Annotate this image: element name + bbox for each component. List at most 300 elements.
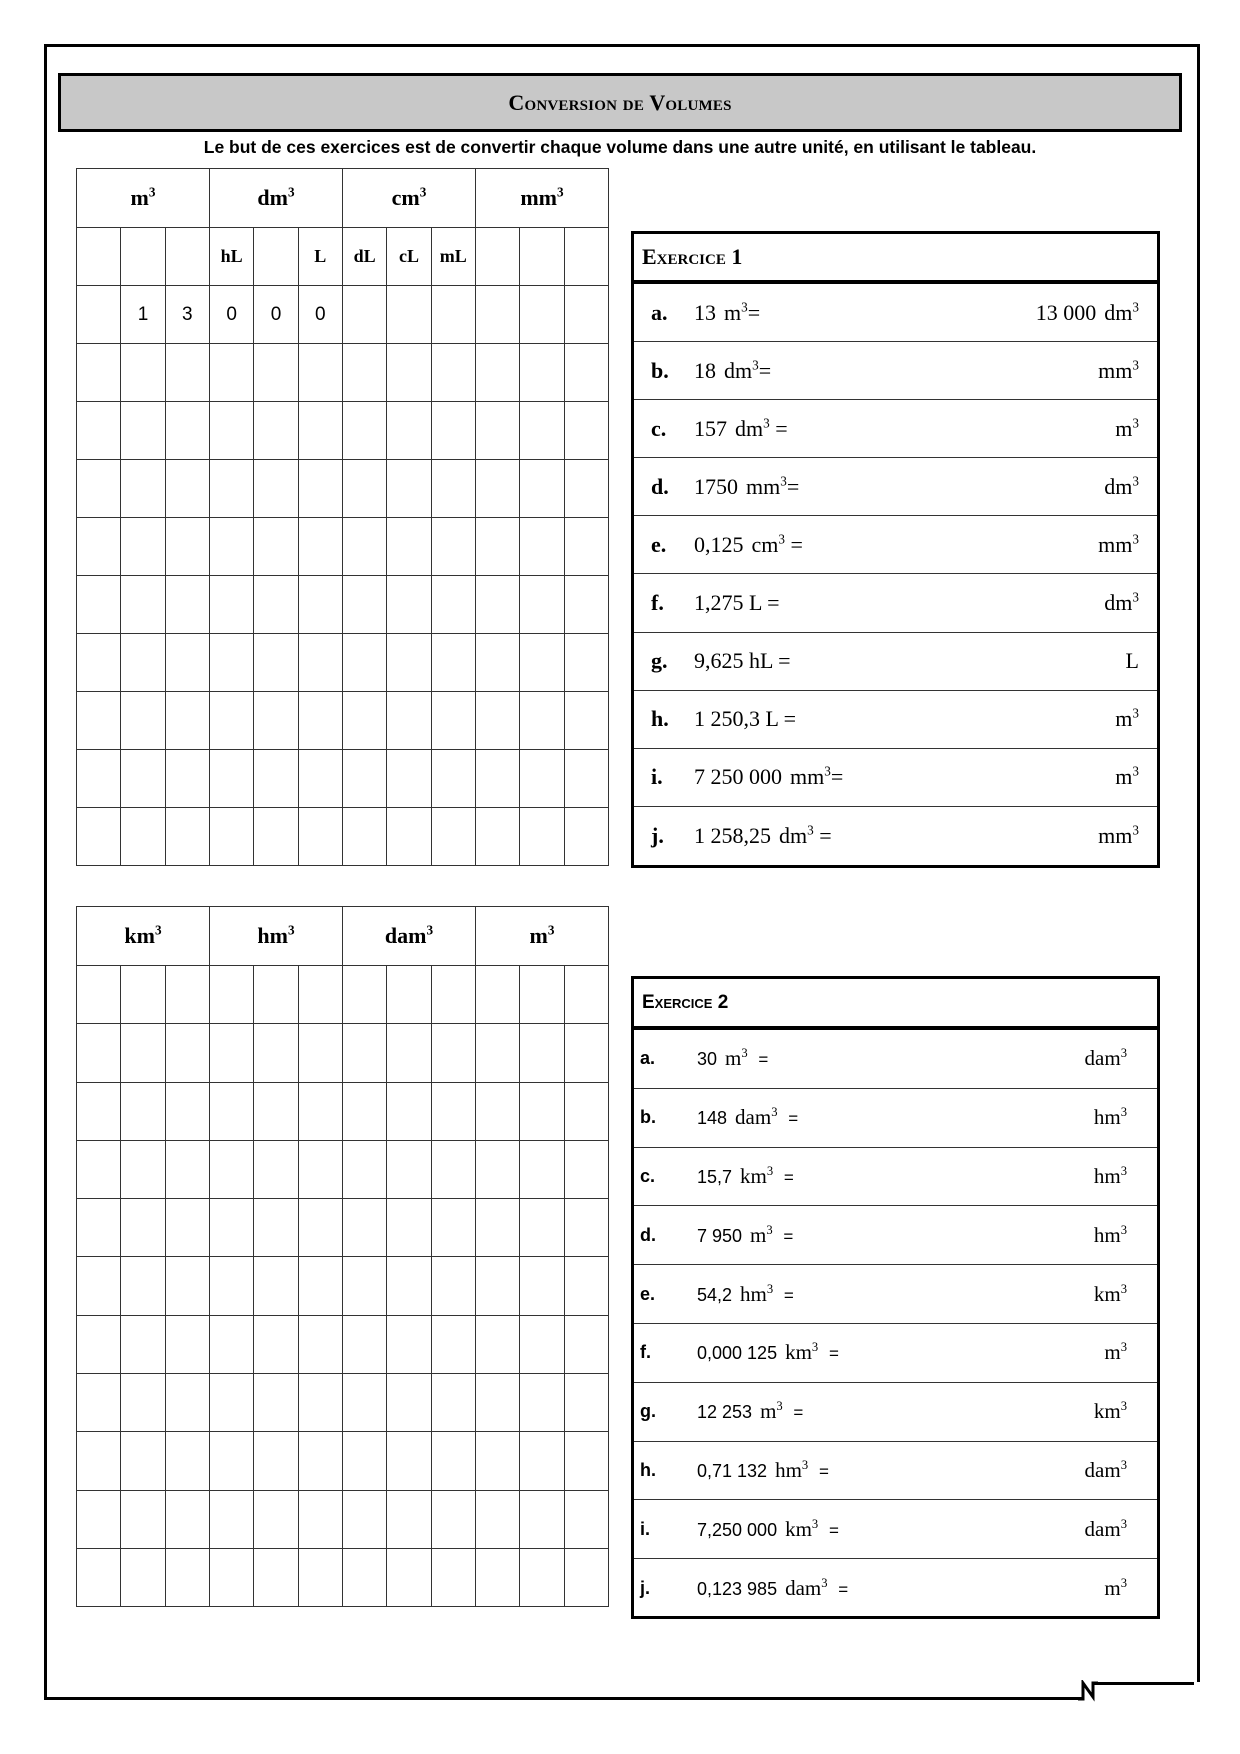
item-answer[interactable] xyxy=(1126,648,1139,674)
digit-cell[interactable] xyxy=(121,634,165,692)
digit-cell[interactable] xyxy=(387,634,431,692)
digit-cell[interactable] xyxy=(209,750,253,808)
digit-cell[interactable] xyxy=(387,1082,431,1140)
digit-cell[interactable] xyxy=(387,576,431,634)
digit-cell[interactable] xyxy=(387,286,431,344)
digit-cell[interactable] xyxy=(387,344,431,402)
digit-cell[interactable] xyxy=(165,966,209,1024)
digit-cell[interactable] xyxy=(77,966,121,1024)
subunit-cell: cL xyxy=(387,228,431,286)
digit-cell[interactable] xyxy=(165,1432,209,1490)
digit-cell[interactable] xyxy=(121,692,165,750)
digit-cell[interactable] xyxy=(165,1024,209,1082)
digit-cell[interactable]: 1 xyxy=(121,286,165,344)
digit-cell[interactable] xyxy=(520,460,564,518)
digit-cell[interactable] xyxy=(342,1315,386,1373)
digit-cell[interactable] xyxy=(298,692,342,750)
digit-cell[interactable] xyxy=(165,634,209,692)
digit-cell[interactable] xyxy=(254,1140,298,1198)
digit-cell[interactable] xyxy=(431,808,475,866)
digit-cell[interactable] xyxy=(342,402,386,460)
digit-cell[interactable] xyxy=(431,750,475,808)
item-question xyxy=(697,1517,839,1542)
item-unit: $cm^3$ xyxy=(751,531,785,557)
digit-cell[interactable] xyxy=(342,344,386,402)
item-answer[interactable] xyxy=(1104,1340,1127,1365)
digit-cell[interactable] xyxy=(165,1257,209,1315)
digit-cell[interactable] xyxy=(121,402,165,460)
digit-cell[interactable] xyxy=(475,286,519,344)
digit-cell[interactable] xyxy=(254,692,298,750)
digit-cell[interactable] xyxy=(165,402,209,460)
digit-cell[interactable] xyxy=(77,1432,121,1490)
digit-cell[interactable] xyxy=(431,1199,475,1257)
digit-cell[interactable] xyxy=(564,1082,608,1140)
digit-cell[interactable] xyxy=(77,808,121,866)
digit-cell[interactable] xyxy=(298,808,342,866)
digit-cell[interactable] xyxy=(209,692,253,750)
digit-cell[interactable] xyxy=(342,518,386,576)
item-answer[interactable] xyxy=(1094,1105,1127,1130)
digit-cell[interactable] xyxy=(342,1432,386,1490)
item-answer[interactable] xyxy=(1085,1046,1127,1071)
digit-cell[interactable] xyxy=(520,344,564,402)
item-answer[interactable] xyxy=(1098,823,1139,849)
digit-cell[interactable] xyxy=(121,1548,165,1606)
digit-cell[interactable] xyxy=(121,1432,165,1490)
digit-cell[interactable] xyxy=(165,1140,209,1198)
digit-cell[interactable] xyxy=(475,692,519,750)
digit-cell[interactable] xyxy=(298,1024,342,1082)
digit-cell[interactable] xyxy=(298,1315,342,1373)
digit-cell[interactable] xyxy=(254,808,298,866)
digit-cell[interactable] xyxy=(520,1199,564,1257)
digit-cell[interactable] xyxy=(209,1082,253,1140)
digit-cell[interactable] xyxy=(520,634,564,692)
item-answer[interactable] xyxy=(1115,706,1139,732)
equals-sign: = xyxy=(814,1461,829,1481)
digit-cell[interactable] xyxy=(121,1082,165,1140)
digit-cell[interactable] xyxy=(387,460,431,518)
digit-cell[interactable] xyxy=(564,1432,608,1490)
digit-cell[interactable] xyxy=(564,634,608,692)
digit-cell[interactable] xyxy=(564,692,608,750)
digit-cell[interactable] xyxy=(387,1374,431,1432)
digit-cell[interactable] xyxy=(209,460,253,518)
digit-cell[interactable] xyxy=(520,966,564,1024)
frame-bottom-line xyxy=(44,1697,1084,1700)
digit-cell[interactable] xyxy=(209,808,253,866)
digit-cell[interactable] xyxy=(564,1140,608,1198)
digit-cell[interactable] xyxy=(121,808,165,866)
digit-cell[interactable] xyxy=(564,460,608,518)
digit-cell[interactable] xyxy=(298,1374,342,1432)
digit-cell[interactable] xyxy=(254,1315,298,1373)
digit-cell[interactable] xyxy=(77,286,121,344)
digit-cell[interactable] xyxy=(475,518,519,576)
digit-cell[interactable] xyxy=(520,1548,564,1606)
digit-cell[interactable] xyxy=(475,460,519,518)
digit-cell[interactable] xyxy=(121,576,165,634)
digit-cell[interactable] xyxy=(475,1548,519,1606)
digit-cell[interactable] xyxy=(254,576,298,634)
digit-cell[interactable] xyxy=(564,750,608,808)
item-unit: $mm^3$ xyxy=(790,763,831,790)
digit-cell[interactable] xyxy=(254,1257,298,1315)
digit-cell[interactable] xyxy=(387,402,431,460)
digit-cell[interactable] xyxy=(165,1374,209,1432)
digit-cell[interactable] xyxy=(209,344,253,402)
digit-cell[interactable] xyxy=(520,1024,564,1082)
digit-cell[interactable] xyxy=(254,634,298,692)
digit-cell[interactable] xyxy=(431,1024,475,1082)
digit-cell[interactable] xyxy=(520,692,564,750)
digit-cell[interactable] xyxy=(475,750,519,808)
digit-cell[interactable] xyxy=(77,1257,121,1315)
digit-cell[interactable] xyxy=(342,1199,386,1257)
digit-cell[interactable] xyxy=(475,402,519,460)
digit-cell[interactable] xyxy=(165,518,209,576)
digit-cell[interactable] xyxy=(254,518,298,576)
digit-cell[interactable] xyxy=(520,518,564,576)
digit-cell[interactable] xyxy=(77,344,121,402)
digit-cell[interactable] xyxy=(298,1490,342,1548)
digit-cell[interactable] xyxy=(387,808,431,866)
digit-cell[interactable] xyxy=(209,1315,253,1373)
digit-cell[interactable] xyxy=(121,1140,165,1198)
digit-cell[interactable] xyxy=(431,1140,475,1198)
digit-cell[interactable] xyxy=(209,518,253,576)
digit-cell[interactable] xyxy=(431,634,475,692)
digit-cell[interactable] xyxy=(209,1432,253,1490)
item-answer[interactable] xyxy=(1098,358,1139,384)
digit-cell[interactable] xyxy=(475,1432,519,1490)
digit-cell[interactable] xyxy=(298,750,342,808)
digit-cell[interactable] xyxy=(209,1024,253,1082)
digit-cell[interactable]: 0 xyxy=(209,286,253,344)
digit-cell[interactable] xyxy=(475,808,519,866)
digit-cell[interactable] xyxy=(387,1140,431,1198)
digit-cell[interactable] xyxy=(475,1374,519,1432)
digit-cell[interactable] xyxy=(121,1024,165,1082)
digit-cell[interactable] xyxy=(209,966,253,1024)
digit-cell[interactable] xyxy=(431,1257,475,1315)
digit-cell[interactable] xyxy=(342,286,386,344)
digit-cell[interactable] xyxy=(121,750,165,808)
digit-cell[interactable] xyxy=(342,1374,386,1432)
equals-sign: = xyxy=(779,1285,794,1305)
digit-cell[interactable]: 3 xyxy=(165,286,209,344)
digit-cell[interactable] xyxy=(520,402,564,460)
item-answer[interactable] xyxy=(1094,1399,1127,1424)
digit-cell[interactable] xyxy=(564,966,608,1024)
item-letter: f. xyxy=(651,590,664,616)
digit-cell[interactable] xyxy=(564,402,608,460)
digit-cell[interactable] xyxy=(254,1082,298,1140)
digit-cell[interactable] xyxy=(564,286,608,344)
digit-cell[interactable] xyxy=(431,1548,475,1606)
target-unit: $m^3$ xyxy=(1115,763,1139,790)
digit-cell[interactable] xyxy=(387,1257,431,1315)
digit-cell[interactable] xyxy=(387,518,431,576)
digit-cell[interactable] xyxy=(431,1432,475,1490)
digit-cell[interactable] xyxy=(77,1315,121,1373)
digit-cell[interactable] xyxy=(342,460,386,518)
digit-cell[interactable] xyxy=(77,576,121,634)
digit-cell[interactable] xyxy=(475,344,519,402)
digit-cell[interactable] xyxy=(254,1374,298,1432)
digit-cell[interactable] xyxy=(77,518,121,576)
item-answer[interactable] xyxy=(1098,532,1139,558)
digit-cell[interactable] xyxy=(165,1199,209,1257)
digit-cell[interactable] xyxy=(121,966,165,1024)
digit-cell[interactable] xyxy=(564,808,608,866)
digit-cell[interactable] xyxy=(165,1548,209,1606)
digit-cell[interactable] xyxy=(431,1315,475,1373)
digit-cell[interactable] xyxy=(564,1490,608,1548)
digit-cell[interactable] xyxy=(342,1140,386,1198)
digit-cell[interactable] xyxy=(431,1490,475,1548)
digit-cell[interactable] xyxy=(121,344,165,402)
digit-cell[interactable] xyxy=(475,634,519,692)
digit-cell[interactable] xyxy=(209,1257,253,1315)
digit-cell[interactable] xyxy=(387,1315,431,1373)
digit-cell[interactable] xyxy=(431,518,475,576)
digit-cell[interactable] xyxy=(254,344,298,402)
target-unit: $m^3$ xyxy=(1104,1575,1127,1601)
digit-cell[interactable] xyxy=(254,750,298,808)
digit-cell[interactable] xyxy=(298,1082,342,1140)
target-unit: dam$^3$ xyxy=(1084,1516,1127,1541)
item-value: 148 xyxy=(697,1108,728,1129)
digit-cell[interactable] xyxy=(298,634,342,692)
digit-cell[interactable] xyxy=(342,692,386,750)
digit-cell[interactable] xyxy=(475,1082,519,1140)
digit-cell[interactable] xyxy=(298,966,342,1024)
item-answer[interactable] xyxy=(1104,1576,1127,1601)
digit-cell[interactable] xyxy=(254,1199,298,1257)
digit-cell[interactable] xyxy=(298,402,342,460)
digit-cell[interactable] xyxy=(165,576,209,634)
digit-cell[interactable] xyxy=(342,1548,386,1606)
equals-sign: = xyxy=(784,531,803,557)
item-answer[interactable] xyxy=(1115,764,1139,790)
equals-sign: = xyxy=(747,299,761,325)
digit-cell[interactable] xyxy=(342,1257,386,1315)
item-letter: d. xyxy=(651,473,669,499)
item-question xyxy=(697,1399,803,1424)
item-answer[interactable] xyxy=(1104,590,1139,616)
digit-cell[interactable] xyxy=(431,692,475,750)
digit-cell[interactable] xyxy=(431,1374,475,1432)
digit-cell[interactable] xyxy=(121,460,165,518)
digit-cell[interactable] xyxy=(564,1257,608,1315)
digit-cell[interactable] xyxy=(342,576,386,634)
digit-cell[interactable] xyxy=(165,344,209,402)
digit-cell[interactable] xyxy=(564,1024,608,1082)
digit-cell[interactable] xyxy=(165,808,209,866)
digit-cell[interactable] xyxy=(209,1490,253,1548)
digit-cell[interactable] xyxy=(342,634,386,692)
digit-cell[interactable] xyxy=(431,576,475,634)
digit-cell[interactable] xyxy=(77,1199,121,1257)
digit-cell[interactable] xyxy=(254,1024,298,1082)
digit-cell[interactable] xyxy=(387,692,431,750)
digit-cell[interactable] xyxy=(298,1199,342,1257)
digit-cell[interactable] xyxy=(564,1315,608,1373)
digit-cell[interactable] xyxy=(564,1374,608,1432)
digit-cell[interactable] xyxy=(475,1315,519,1373)
digit-cell[interactable] xyxy=(254,966,298,1024)
digit-cell[interactable] xyxy=(520,1140,564,1198)
digit-cell[interactable] xyxy=(520,1432,564,1490)
digit-cell[interactable] xyxy=(121,1374,165,1432)
digit-cell[interactable] xyxy=(564,344,608,402)
digit-cell[interactable] xyxy=(564,1548,608,1606)
digit-cell[interactable] xyxy=(77,1374,121,1432)
digit-cell[interactable] xyxy=(165,460,209,518)
target-unit: $hm^3$ xyxy=(1093,1222,1127,1247)
digit-cell[interactable] xyxy=(520,1490,564,1548)
item-question xyxy=(694,416,788,442)
digit-cell[interactable] xyxy=(387,1432,431,1490)
digit-cell[interactable] xyxy=(77,1548,121,1606)
digit-cell[interactable] xyxy=(475,1257,519,1315)
digit-cell[interactable] xyxy=(475,1490,519,1548)
item-unit: $hm^3$ xyxy=(775,1457,809,1482)
digit-cell[interactable]: 0 xyxy=(254,286,298,344)
digit-cell[interactable] xyxy=(77,1490,121,1548)
digit-cell[interactable] xyxy=(77,460,121,518)
digit-cell[interactable] xyxy=(564,518,608,576)
digit-cell[interactable] xyxy=(77,1140,121,1198)
digit-cell[interactable] xyxy=(342,808,386,866)
digit-cell[interactable] xyxy=(121,1199,165,1257)
digit-cell[interactable] xyxy=(165,1490,209,1548)
digit-cell[interactable] xyxy=(77,402,121,460)
digit-cell[interactable] xyxy=(431,402,475,460)
digit-cell[interactable] xyxy=(520,808,564,866)
item-letter: a. xyxy=(651,299,668,325)
digit-cell[interactable] xyxy=(520,1315,564,1373)
digit-cell[interactable] xyxy=(475,1024,519,1082)
item-answer[interactable] xyxy=(1094,1223,1127,1248)
digit-cell[interactable] xyxy=(165,1315,209,1373)
digit-cell[interactable] xyxy=(209,1199,253,1257)
digit-cell[interactable] xyxy=(564,576,608,634)
item-answer[interactable]: 13 000 $dm^3$ xyxy=(1035,298,1139,325)
digit-cell[interactable] xyxy=(342,750,386,808)
digit-cell[interactable] xyxy=(254,1432,298,1490)
digit-cell[interactable] xyxy=(254,1548,298,1606)
digit-cell[interactable] xyxy=(387,1199,431,1257)
digit-cell[interactable] xyxy=(520,750,564,808)
digit-cell[interactable] xyxy=(121,518,165,576)
digit-cell[interactable] xyxy=(298,460,342,518)
digit-cell[interactable] xyxy=(342,966,386,1024)
digit-cell[interactable] xyxy=(475,1199,519,1257)
digit-cell[interactable] xyxy=(431,460,475,518)
digit-cell[interactable] xyxy=(77,1024,121,1082)
digit-cell[interactable] xyxy=(431,966,475,1024)
digit-cell[interactable] xyxy=(298,576,342,634)
digit-cell[interactable] xyxy=(342,1490,386,1548)
digit-cell[interactable] xyxy=(121,1490,165,1548)
target-unit: $dm^3$ xyxy=(1104,473,1139,499)
unit-header-km: $km^3$ xyxy=(77,907,210,966)
item-answer[interactable] xyxy=(1085,1458,1127,1483)
digit-cell[interactable] xyxy=(121,1315,165,1373)
exercise-1-title: Exercice 1 xyxy=(634,234,1157,284)
digit-cell[interactable] xyxy=(298,1548,342,1606)
digit-cell[interactable] xyxy=(431,344,475,402)
digit-cell[interactable] xyxy=(77,692,121,750)
digit-cell[interactable] xyxy=(209,634,253,692)
digit-cell[interactable] xyxy=(342,1082,386,1140)
equals-sign: = xyxy=(758,357,772,383)
digit-cell[interactable] xyxy=(77,750,121,808)
digit-cell[interactable] xyxy=(520,576,564,634)
digit-cell[interactable] xyxy=(431,1082,475,1140)
digit-cell[interactable] xyxy=(520,1082,564,1140)
digit-cell[interactable] xyxy=(165,692,209,750)
target-unit: $hm^3$ xyxy=(1093,1163,1127,1188)
digit-cell[interactable] xyxy=(298,1257,342,1315)
item-answer[interactable] xyxy=(1094,1282,1127,1307)
digit-cell[interactable] xyxy=(209,402,253,460)
digit-cell[interactable] xyxy=(387,966,431,1024)
digit-cell[interactable] xyxy=(77,1082,121,1140)
item-unit: dam$^3$ xyxy=(735,1105,778,1130)
digit-cell[interactable] xyxy=(298,1432,342,1490)
digit-cell[interactable] xyxy=(121,1257,165,1315)
digit-cell[interactable] xyxy=(475,1140,519,1198)
digit-cell[interactable] xyxy=(165,1082,209,1140)
digit-cell[interactable] xyxy=(77,634,121,692)
digit-cell[interactable] xyxy=(209,1140,253,1198)
digit-cell[interactable] xyxy=(298,344,342,402)
item-answer[interactable] xyxy=(1094,1164,1127,1189)
digit-cell[interactable] xyxy=(165,750,209,808)
exercise-item xyxy=(634,516,1157,574)
digit-cell[interactable] xyxy=(431,286,475,344)
digit-cell[interactable] xyxy=(387,1490,431,1548)
digit-cell[interactable] xyxy=(254,1490,298,1548)
digit-cell[interactable] xyxy=(520,286,564,344)
digit-cell[interactable] xyxy=(209,1548,253,1606)
item-answer[interactable] xyxy=(1115,416,1139,442)
exercise-item xyxy=(634,1206,1157,1265)
digit-cell[interactable] xyxy=(209,1374,253,1432)
digit-cell[interactable] xyxy=(342,1024,386,1082)
digit-cell[interactable] xyxy=(298,518,342,576)
item-answer[interactable] xyxy=(1085,1517,1127,1542)
digit-cell[interactable] xyxy=(520,1374,564,1432)
digit-cell[interactable] xyxy=(254,402,298,460)
item-answer[interactable] xyxy=(1104,474,1139,500)
digit-cell[interactable] xyxy=(298,1140,342,1198)
digit-cell[interactable] xyxy=(254,460,298,518)
digit-cell[interactable] xyxy=(475,576,519,634)
digit-cell[interactable] xyxy=(387,1024,431,1082)
digit-cell[interactable] xyxy=(520,1257,564,1315)
digit-cell[interactable] xyxy=(209,576,253,634)
digit-cell[interactable] xyxy=(387,750,431,808)
digit-cell[interactable]: 0 xyxy=(298,286,342,344)
digit-cell[interactable] xyxy=(475,966,519,1024)
digit-cell[interactable] xyxy=(564,1199,608,1257)
digit-cell[interactable] xyxy=(387,1548,431,1606)
